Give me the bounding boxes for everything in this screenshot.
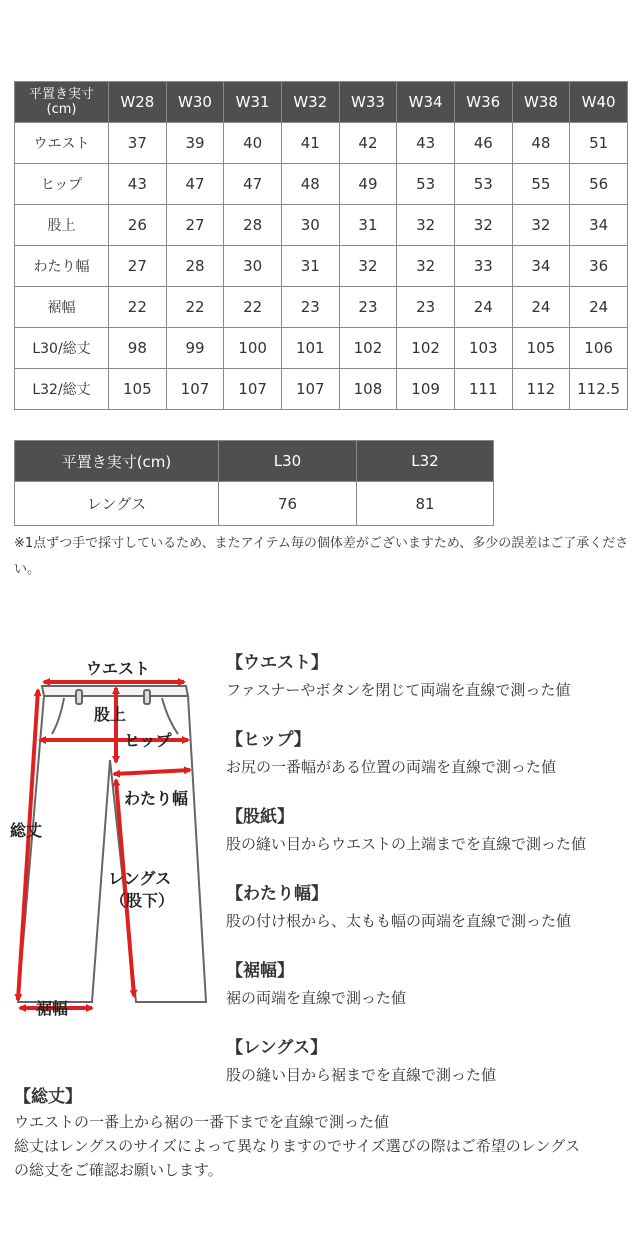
table-cell: 27 — [166, 205, 224, 246]
diagram-label-hem: 裾幅 — [36, 999, 69, 1018]
definition-desc: 裾の両端を直線で測った値 — [226, 989, 407, 1007]
table-cell: 37 — [109, 123, 167, 164]
definition-title: 【レングス】 — [226, 1038, 328, 1058]
length-header-label: 平置き実寸(cm) — [15, 441, 219, 482]
table-cell: 47 — [166, 164, 224, 205]
length-value-l32: 81 — [357, 482, 494, 526]
table-cell: 34 — [512, 246, 570, 287]
table-cell: 106 — [570, 328, 628, 369]
diagram-label-thigh: わたり幅 — [124, 789, 189, 808]
total-desc-line1: ウエストの一番上から裾の一番下までを直線で測った値 — [14, 1113, 390, 1131]
table-cell: 112.5 — [570, 369, 628, 410]
table-cell: 32 — [339, 246, 397, 287]
table-cell: 32 — [512, 205, 570, 246]
size-table — [14, 81, 628, 410]
total-desc-line2: 総丈はレングスのサイズによって異なりますのでサイズ選びの際はご希望のレングス — [14, 1137, 580, 1155]
table-cell: 24 — [570, 287, 628, 328]
length-row-label: レングス — [15, 482, 219, 526]
col-header: W38 — [512, 82, 570, 123]
col-header: W31 — [224, 82, 282, 123]
col-header: W36 — [454, 82, 512, 123]
definition-title: 【ウエスト】 — [226, 653, 328, 673]
size-table-corner — [15, 82, 109, 123]
table-cell: 31 — [339, 205, 397, 246]
table-cell: 112 — [512, 369, 570, 410]
diagram-label-length: レングス — [108, 869, 172, 888]
table-cell: 41 — [281, 123, 339, 164]
table-cell: 102 — [339, 328, 397, 369]
table-cell: 24 — [454, 287, 512, 328]
row-label: 股上 — [15, 205, 109, 246]
definition-list — [226, 650, 638, 1112]
definition-waist — [226, 650, 638, 727]
col-header: W40 — [570, 82, 628, 123]
measurement-note: ※1点ずつ手で採寸しているため、またアイテム毎の個体差がございますため、多少の誤差はご了承ください。 — [14, 536, 629, 577]
table-cell: 111 — [454, 369, 512, 410]
table-cell: 48 — [281, 164, 339, 205]
definition-title: 【股紙】 — [226, 807, 294, 827]
length-table — [14, 440, 494, 526]
table-cell: 53 — [397, 164, 455, 205]
table-cell: 108 — [339, 369, 397, 410]
table-cell: 32 — [397, 205, 455, 246]
definition-desc: 股の付け根から、太もも幅の両端を直線で測った値 — [226, 912, 572, 930]
corner-line1: 平置き実寸 — [28, 87, 94, 102]
definition-desc: 股の縫い目から裾までを直線で測った値 — [226, 1066, 497, 1084]
length-header-l30: L30 — [219, 441, 357, 482]
table-cell: 98 — [109, 328, 167, 369]
table-cell: 51 — [570, 123, 628, 164]
table-cell: 31 — [281, 246, 339, 287]
table-cell: 43 — [109, 164, 167, 205]
table-row — [15, 205, 628, 246]
table-cell: 23 — [339, 287, 397, 328]
length-table-header-row — [15, 441, 494, 482]
table-cell: 28 — [224, 205, 282, 246]
table-cell: 28 — [166, 246, 224, 287]
col-header: W33 — [339, 82, 397, 123]
row-label: 裾幅 — [15, 287, 109, 328]
definition-hip — [226, 727, 638, 804]
table-cell: 49 — [339, 164, 397, 205]
row-label: ヒップ — [15, 164, 109, 205]
table-cell: 102 — [397, 328, 455, 369]
size-table-header-row — [15, 82, 628, 123]
definition-desc: 股の縫い目からウエストの上端までを直線で測った値 — [226, 835, 587, 853]
row-label: L30/総丈 — [15, 328, 109, 369]
table-cell: 103 — [454, 328, 512, 369]
definition-title: 【裾幅】 — [226, 961, 294, 981]
definition-desc: ファスナーやボタンを閉じて両端を直線で測った値 — [226, 681, 571, 699]
table-cell: 47 — [224, 164, 282, 205]
diagram-label-waist: ウエスト — [86, 659, 151, 678]
table-row — [15, 287, 628, 328]
table-cell: 24 — [512, 287, 570, 328]
col-header: W28 — [109, 82, 167, 123]
definition-total-length — [14, 1084, 634, 1182]
table-cell: 105 — [109, 369, 167, 410]
col-header: W32 — [281, 82, 339, 123]
length-header-l32: L32 — [357, 441, 494, 482]
table-cell: 22 — [166, 287, 224, 328]
diagram-label-rise: 股上 — [94, 705, 127, 724]
table-cell: 23 — [397, 287, 455, 328]
table-cell: 107 — [281, 369, 339, 410]
table-cell: 43 — [397, 123, 455, 164]
table-cell: 26 — [109, 205, 167, 246]
table-cell: 22 — [109, 287, 167, 328]
table-cell: 30 — [281, 205, 339, 246]
table-cell: 109 — [397, 369, 455, 410]
table-cell: 107 — [224, 369, 282, 410]
definition-hem — [226, 958, 638, 1035]
definition-rise — [226, 804, 638, 881]
col-header: W30 — [166, 82, 224, 123]
table-cell: 39 — [166, 123, 224, 164]
table-cell: 100 — [224, 328, 282, 369]
definition-title: 【ヒップ】 — [226, 730, 311, 750]
pants-outline — [18, 686, 206, 1002]
table-cell: 27 — [109, 246, 167, 287]
table-cell: 48 — [512, 123, 570, 164]
table-cell: 34 — [570, 205, 628, 246]
table-cell: 42 — [339, 123, 397, 164]
table-cell: 36 — [570, 246, 628, 287]
definition-desc: お尻の一番幅がある位置の両端を直線で測った値 — [226, 758, 557, 776]
corner-line2: (cm) — [46, 102, 77, 117]
diagram-label-total: 総丈 — [10, 821, 43, 840]
table-row — [15, 164, 628, 205]
table-cell: 22 — [224, 287, 282, 328]
table-cell: 32 — [454, 205, 512, 246]
table-cell: 55 — [512, 164, 570, 205]
size-table-body — [15, 123, 628, 410]
table-row — [15, 328, 628, 369]
pants-diagram — [6, 650, 218, 1030]
total-title: 【総丈】 — [14, 1087, 82, 1107]
table-cell: 32 — [397, 246, 455, 287]
definition-title: 【わたり幅】 — [226, 884, 328, 904]
table-cell: 33 — [454, 246, 512, 287]
diagram-label-hip: ヒップ — [124, 731, 172, 750]
length-value-l30: 76 — [219, 482, 357, 526]
table-row — [15, 123, 628, 164]
row-label: ウエスト — [15, 123, 109, 164]
table-cell: 40 — [224, 123, 282, 164]
table-cell: 46 — [454, 123, 512, 164]
table-row — [15, 246, 628, 287]
table-cell: 105 — [512, 328, 570, 369]
length-table-row — [15, 482, 494, 526]
diagram-label-length-sub: （股下） — [110, 891, 175, 910]
table-cell: 56 — [570, 164, 628, 205]
row-label: わたり幅 — [15, 246, 109, 287]
table-cell: 53 — [454, 164, 512, 205]
table-cell: 107 — [166, 369, 224, 410]
table-cell: 101 — [281, 328, 339, 369]
row-label: L32/総丈 — [15, 369, 109, 410]
table-cell: 99 — [166, 328, 224, 369]
table-cell: 23 — [281, 287, 339, 328]
definition-thigh — [226, 881, 638, 958]
table-cell: 30 — [224, 246, 282, 287]
total-desc-line3: の総丈をご確認お願いします。 — [14, 1161, 223, 1179]
table-row — [15, 369, 628, 410]
col-header: W34 — [397, 82, 455, 123]
